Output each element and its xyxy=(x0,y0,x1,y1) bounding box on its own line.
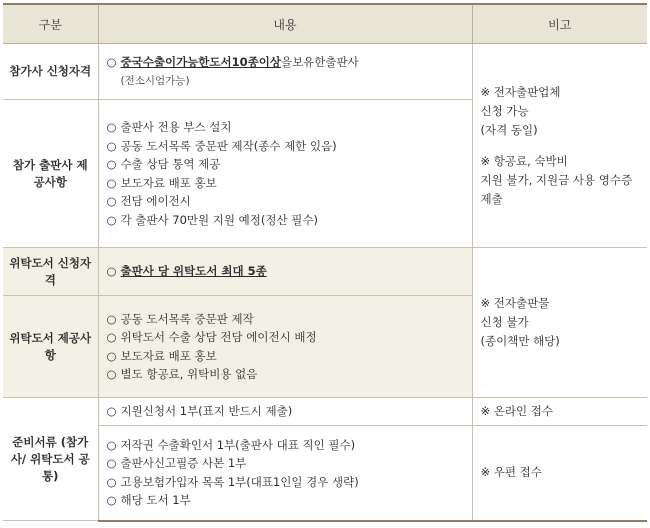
bullet-circle-icon: ○ xyxy=(106,120,117,134)
bullet-circle-icon: ○ xyxy=(106,474,117,489)
list-item xyxy=(107,53,464,72)
bullet-circle-icon: ○ xyxy=(106,138,117,153)
bullet-circle-icon: ○ xyxy=(106,348,117,363)
consignment-eligibility-content xyxy=(98,248,472,296)
remarks-consignment xyxy=(472,248,647,398)
participant-benefits-content xyxy=(98,100,472,248)
row-label-required-documents: 준비서류 (참가사/ 위탁도서 공통) xyxy=(3,398,98,521)
list-item xyxy=(107,402,464,421)
list-item xyxy=(107,118,464,137)
bullet-circle-icon: ○ xyxy=(106,367,117,381)
remark-line: 제출 xyxy=(480,191,503,206)
table-row xyxy=(3,398,647,426)
item-text: 보도자료 배포 홍보 xyxy=(120,348,217,363)
remark-line: ※ 항공료, 숙박비 xyxy=(480,153,568,168)
list-item xyxy=(107,491,464,510)
row-label-consignment-eligibility: 위탁도서 신청자격 xyxy=(3,248,98,296)
bullet-circle-icon: ○ xyxy=(106,311,117,326)
remark-line: (자격 동일) xyxy=(480,122,538,137)
table-row xyxy=(3,248,647,296)
row-label-participant-benefits: 참가 출판사 제공사항 xyxy=(3,100,98,248)
remark-line: 지원 불가, 지원금 사용 영수증 xyxy=(480,172,633,187)
list-item xyxy=(107,211,464,230)
list-item xyxy=(107,262,464,281)
item-text: 전담 에이전시 xyxy=(120,194,191,208)
item-text: 보도자료 배포 홍보 xyxy=(120,175,217,190)
list-item xyxy=(107,473,464,492)
item-text: 을보유한출판사 xyxy=(280,55,359,69)
remark-line: ※ 전자출판물 xyxy=(480,296,550,310)
item-text: 위탁도서 수출 상담 전담 에이전시 배정 xyxy=(120,330,317,344)
remarks-participant xyxy=(472,44,647,248)
header-content: 내용 xyxy=(98,4,472,44)
remark-line: 신청 가능 xyxy=(480,103,529,118)
application-table-frame xyxy=(3,3,647,523)
item-text: 출판사신고필증 사본 1부 xyxy=(120,456,247,471)
remarks-mail: ※ 우편 접수 xyxy=(472,426,647,521)
required-documents-online xyxy=(98,398,472,426)
item-text: 해당 도서 1부 xyxy=(120,493,191,508)
list-item xyxy=(107,174,464,193)
list-item xyxy=(107,310,464,329)
table-row xyxy=(3,44,647,100)
list-item xyxy=(107,137,464,156)
list-item xyxy=(107,328,464,347)
header-remarks: 비고 xyxy=(472,4,647,44)
item-text: 수출 상담 통역 제공 xyxy=(120,157,221,171)
bullet-circle-icon: ○ xyxy=(106,264,117,279)
participant-eligibility-content xyxy=(98,44,472,100)
item-text: 출판사 전용 부스 설치 xyxy=(120,120,232,134)
list-item xyxy=(107,155,464,174)
bullet-circle-icon: ○ xyxy=(106,194,117,208)
header-category: 구분 xyxy=(3,4,98,44)
bullet-circle-icon: ○ xyxy=(106,437,117,452)
bullet-circle-icon: ○ xyxy=(106,157,117,171)
item-text: 공동 도서목록 중문판 제작 xyxy=(120,311,254,326)
required-documents-mail xyxy=(98,426,472,521)
list-item xyxy=(107,454,464,473)
remarks-online: ※ 온라인 접수 xyxy=(472,398,647,426)
consignment-benefits-content xyxy=(98,296,472,398)
bullet-circle-icon: ○ xyxy=(106,212,117,227)
item-text: 고용보험가입자 목록 1부(대표1인일 경우 생략) xyxy=(120,474,359,489)
bullet-circle-icon: ○ xyxy=(106,456,117,471)
list-item xyxy=(107,365,464,384)
item-text: 별도 항공료, 위탁비용 없음 xyxy=(120,367,258,381)
list-item xyxy=(107,347,464,366)
list-item xyxy=(107,192,464,211)
row-label-participant-eligibility: 참가사 신청자격 xyxy=(3,44,98,100)
highlight-text: 출판사 당 위탁도서 최대 5종 xyxy=(120,264,267,279)
table-header-row xyxy=(3,4,647,44)
remark-line: ※ 전자출판업체 xyxy=(480,84,561,99)
item-text: 저작권 수출확인서 1부(출판사 대표 직인 필수) xyxy=(120,437,356,452)
table-row xyxy=(3,426,647,521)
remark-line: (종이책만 해당) xyxy=(480,334,560,348)
bullet-circle-icon: ○ xyxy=(106,404,117,419)
spacer xyxy=(481,140,640,152)
row-label-consignment-benefits: 위탁도서 제공사항 xyxy=(3,296,98,398)
application-info-table xyxy=(3,3,647,522)
bullet-circle-icon: ○ xyxy=(106,55,117,69)
item-text: 각 출판사 70만원 지원 예정(정산 필수) xyxy=(120,212,318,227)
highlight-text: 중국수출이가능한도서10종이상 xyxy=(120,55,281,69)
item-text: 공동 도서목록 중문판 제작(종수 제한 있음) xyxy=(120,138,337,153)
remark-line: 신청 불가 xyxy=(480,315,529,329)
list-item xyxy=(107,436,464,455)
bullet-circle-icon: ○ xyxy=(106,330,117,344)
item-text: 지원신청서 1부(표지 반드시 제출) xyxy=(120,404,293,419)
sub-note: (전소시엄가능) xyxy=(120,74,190,87)
bullet-circle-icon: ○ xyxy=(106,493,117,508)
bullet-circle-icon: ○ xyxy=(106,175,117,190)
